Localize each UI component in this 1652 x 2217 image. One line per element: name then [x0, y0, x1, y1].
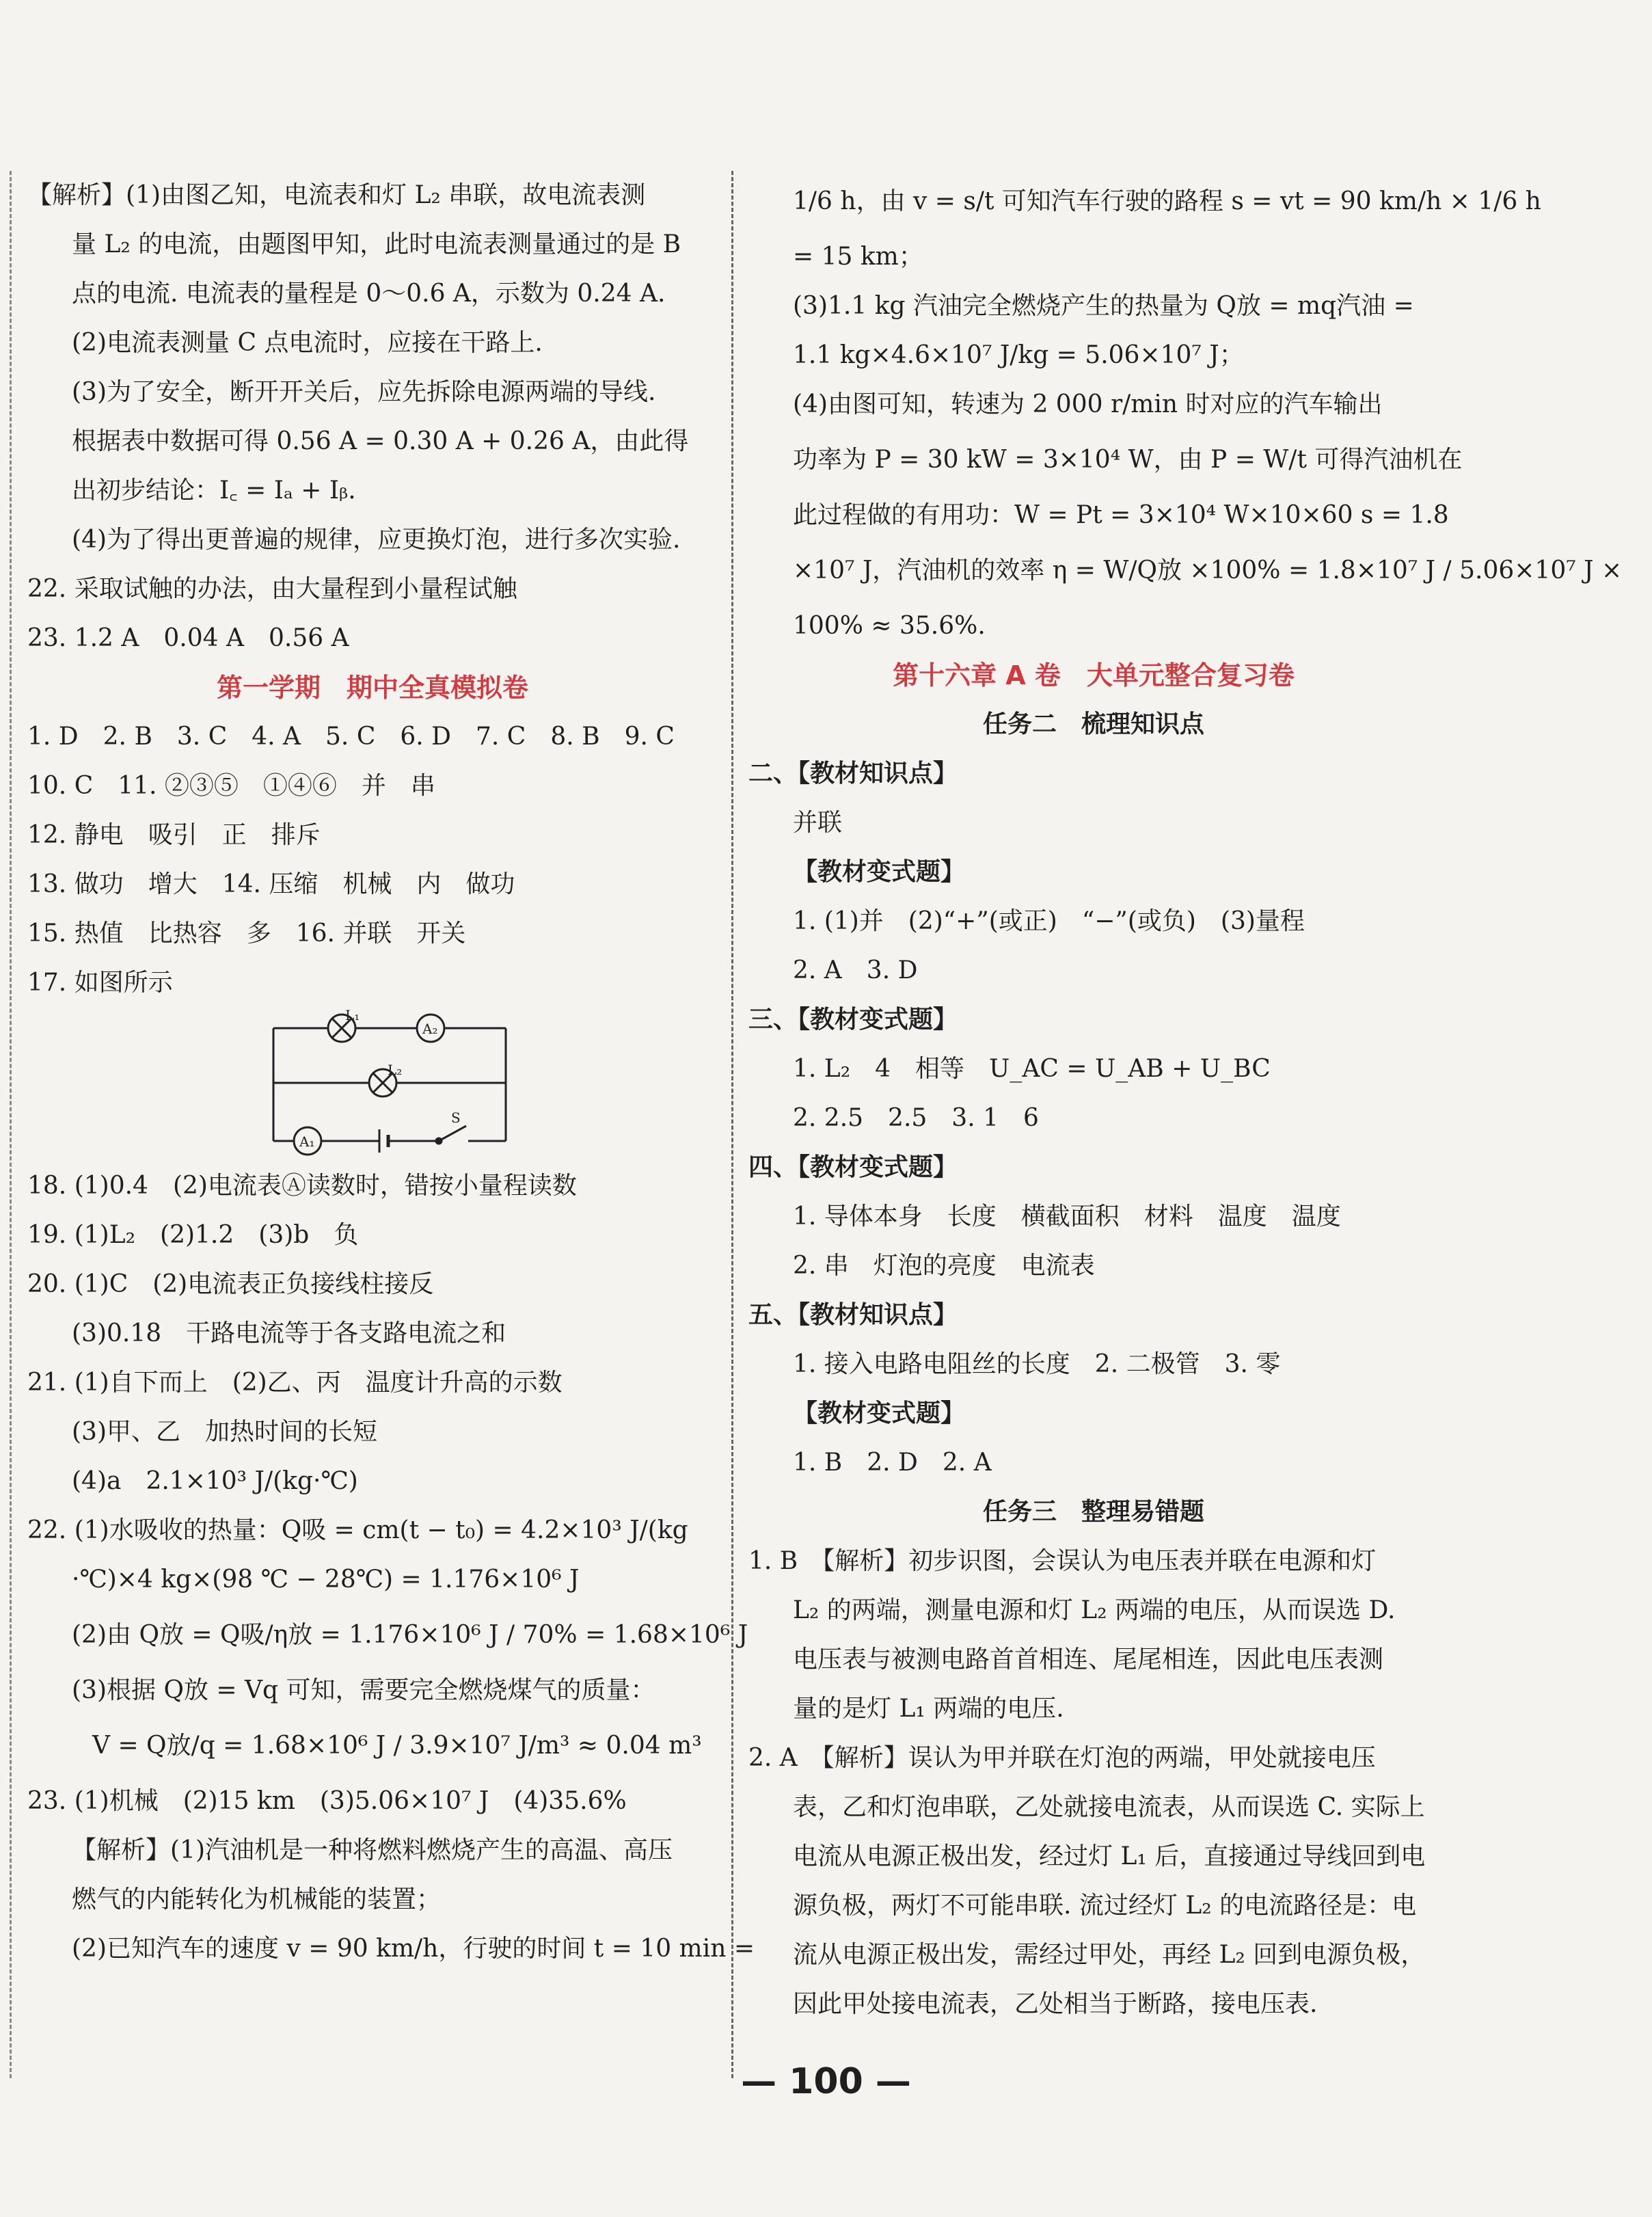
subheading: 【教材变式题】 [793, 858, 966, 886]
subheading: 四、【教材变式题】 [748, 1153, 958, 1181]
text-line: (4)为了得出更普遍的规律，应更换灯泡，进行多次实验. [72, 526, 681, 554]
text-line: 电压表与被测电路首首相连、尾尾相连，因此电压表测 [793, 1645, 1384, 1674]
answer-line: 2. 2.5 2.5 3. 1 6 [793, 1104, 1039, 1132]
answer-line: 12. 静电 吸引 正 排斥 [27, 821, 321, 849]
text-line: 100% ≈ 35.6%. [793, 612, 986, 640]
answer-line: 1. (1)并 (2)“+”(或正) “−”(或负) (3)量程 [793, 907, 1305, 935]
switch-s-symbol [439, 1126, 466, 1141]
text-line: 根据表中数据可得 0.56 A = 0.30 A + 0.26 A，由此得 [72, 427, 689, 455]
subheading: 二、【教材知识点】 [748, 760, 958, 788]
subheading: 【教材变式题】 [793, 1399, 966, 1427]
text-line: 22. 采取试触的办法，由大量程到小量程试触 [27, 575, 517, 603]
label-a1: A₁ [299, 1133, 315, 1150]
text-line: 23. 1.2 A 0.04 A 0.56 A [27, 624, 349, 652]
task3-title: 任务三 整理易错题 [982, 1498, 1204, 1526]
text-line: (3)1.1 kg 汽油完全燃烧产生的热量为 Q放 = mq汽油 = [793, 292, 1414, 320]
subheading: 五、【教材知识点】 [748, 1301, 958, 1329]
answer-line: 【解析】(1)汽油机是一种将燃料燃烧产生的高温、高压 [72, 1836, 673, 1864]
left-column [27, 171, 755, 1974]
text-line: (2)电流表测量 C 点电流时，应接在干路上. [72, 329, 543, 357]
text-line: 量的是灯 L₁ 两端的电压. [793, 1695, 1064, 1723]
column-divider [731, 171, 733, 2078]
section-title-midterm: 第一学期 期中全真模拟卷 [216, 673, 528, 703]
circuit-diagram-area [27, 1008, 718, 1161]
text-line: L₂ 的两端，测量电源和灯 L₂ 两端的电压，从而误选 D. [793, 1596, 1396, 1624]
page-number: — 100 — [741, 2061, 911, 2102]
label-l1: L₁ [345, 1007, 360, 1023]
answer-line: 并联 [793, 809, 843, 837]
text-line: 表，乙和灯泡串联，乙处就接电流表，从而误选 C. 实际上 [793, 1793, 1425, 1821]
answer-line: 1. D 2. B 3. C 4. A 5. C 6. D 7. C 8. B 9. C [27, 723, 675, 751]
text-line: 此过程做的有用功：W = Pt = 3×10⁴ W×10×60 s = 1.8 [793, 501, 1449, 529]
answer-line: 10. C 11. ②③⑤ ①④⑥ 并 串 [27, 772, 435, 800]
answer-line: 2. 串 灯泡的亮度 电流表 [793, 1252, 1095, 1280]
label-a2: A₂ [422, 1021, 438, 1037]
subheading: 三、【教材变式题】 [748, 1006, 958, 1034]
text-line: 功率为 P = 30 kW = 3×10⁴ W，由 P = W/t 可得汽油机在 [793, 446, 1463, 474]
text-line: 流从电源正极出发，需经过甲处，再经 L₂ 回到电源负极， [793, 1941, 1426, 1969]
answer-line: 13. 做功 增大 14. 压缩 机械 内 做功 [27, 870, 515, 898]
answer-line: 17. 如图所示 [27, 969, 173, 997]
answer-line: 23. (1)机械 (2)15 km (3)5.06×10⁷ J (4)35.6% [27, 1787, 627, 1815]
label-l2: L₂ [388, 1062, 403, 1078]
answer-line: (4)a 2.1×10³ J/(kg·℃) [72, 1467, 358, 1495]
answer-line: 19. (1)L₂ (2)1.2 (3)b 负 [27, 1221, 359, 1249]
text-line: 1.1 kg×4.6×10⁷ J/kg = 5.06×10⁷ J； [793, 341, 1244, 369]
left-margin-dashes [10, 171, 12, 2078]
text-line: 【解析】(1)由图乙知，电流表和灯 L₂ 串联，故电流表测 [27, 181, 646, 209]
answer-line: 15. 热值 比热容 多 16. 并联 开关 [27, 919, 466, 948]
answer-line: 燃气的内能转化为机械能的装置； [72, 1885, 442, 1913]
text-line: ×10⁷ J，汽油机的效率 η = W/Q放 ×100% = 1.8×10⁷ J / 5.06×10⁷ J × [793, 556, 1623, 585]
answer-line: 1. 导体本身 长度 横截面积 材料 温度 温度 [793, 1202, 1341, 1231]
answer-line: (2)由 Q放 = Q吸/η放 = 1.176×10⁶ J / 70% = 1.68×10⁶ J [72, 1621, 748, 1649]
answer-line: 2. A 3. D [793, 956, 918, 984]
text-line: 量 L₂ 的电流，由题图甲知，此时电流表测量通过的是 B [72, 230, 681, 258]
answer-line: (3)0.18 干路电流等于各支路电流之和 [72, 1319, 506, 1347]
text-line: = 15 km； [793, 243, 923, 271]
task2-title: 任务二 梳理知识点 [982, 710, 1204, 738]
answer-line: (3)根据 Q放 = Vq 可知，需要完全燃烧煤气的质量： [72, 1676, 655, 1704]
text-line: 点的电流. 电流表的量程是 0～0.6 A，示数为 0.24 A. [72, 280, 666, 308]
section-title-chapter16: 第十六章 A 卷 大单元整合复习卷 [893, 660, 1295, 690]
text-line: 出初步结论：I꜀ = Iₐ + Iᵦ. [72, 476, 356, 505]
answer-line: (2)已知汽车的速度 v = 90 km/h，行驶的时间 t = 10 min = [72, 1935, 755, 1963]
answer-line: 22. (1)水吸收的热量：Q吸 = cm(t − t₀) = 4.2×10³ J/(kg [27, 1516, 688, 1544]
text-line: 源负极，两灯不可能串联. 流过经灯 L₂ 的电流路径是：电 [793, 1892, 1417, 1920]
answer-line: 1. B 2. D 2. A [793, 1449, 992, 1477]
answer-line: (3)甲、乙 加热时间的长短 [72, 1418, 377, 1446]
circuit-diagram [246, 1008, 533, 1158]
text-line: 因此甲处接电流表，乙处相当于断路，接电压表. [793, 1990, 1318, 2018]
answer-line: 21. (1)自下而上 (2)乙、丙 温度计升高的示数 [27, 1369, 563, 1397]
text-line: 1/6 h，由 v = s/t 可知汽车行驶的路程 s = vt = 90 km/h × 1/6 h [793, 187, 1541, 215]
answer-line: 18. (1)0.4 (2)电流表Ⓐ读数时，错按小量程读数 [27, 1172, 577, 1200]
text-line: (3)为了安全，断开开关后，应先拆除电源两端的导线. [72, 378, 656, 406]
text-line: 电流从电源正极出发，经过灯 L₁ 后，直接通过导线回到电 [793, 1842, 1426, 1870]
text-line: 2. A 【解析】误认为甲并联在灯泡的两端，甲处就接电压 [748, 1744, 1376, 1772]
answer-line: 1. L₂ 4 相等 U_AC = U_AB + U_BC [793, 1055, 1271, 1083]
text-line: (4)由图可知，转速为 2 000 r/min 时对应的汽车输出 [793, 390, 1383, 418]
answer-line: V = Q放/q = 1.68×10⁶ J / 3.9×10⁷ J/m³ ≈ 0.04 m³ [92, 1732, 702, 1760]
label-s: S [451, 1110, 461, 1126]
text-line: 1. B 【解析】初步识图，会误认为电压表并联在电源和灯 [748, 1547, 1377, 1575]
answer-line: ·℃)×4 kg×(98 ℃ − 28℃) = 1.176×10⁶ J [72, 1566, 580, 1594]
right-column [748, 171, 1623, 2029]
answer-line: 1. 接入电路电阻丝的长度 2. 二极管 3. 零 [793, 1350, 1281, 1378]
answer-line: 20. (1)C (2)电流表正负接线柱接反 [27, 1270, 434, 1298]
